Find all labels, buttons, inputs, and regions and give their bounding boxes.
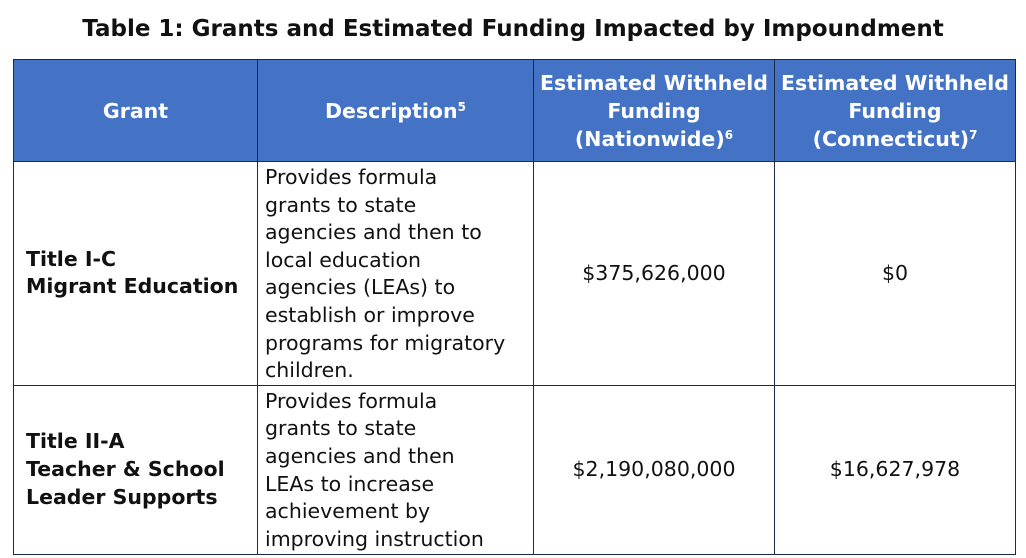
table-title: Table 1: Grants and Estimated Funding Impacted by Impoundment	[82, 16, 944, 42]
connecticut-amount: $16,627,978	[775, 385, 1016, 554]
description-line: local education	[265, 247, 422, 272]
grant-name-line: Teacher & School	[26, 456, 225, 481]
header-row	[14, 60, 1016, 162]
description-cell	[258, 162, 534, 386]
grants-table	[13, 59, 1016, 555]
header-connecticut-line2: Funding	[848, 98, 942, 123]
header-connecticut-line3: (Connecticut)	[812, 126, 970, 151]
description-line: LEAs to increase	[265, 471, 435, 496]
grant-cell	[14, 162, 258, 386]
nationwide-amount: $2,190,080,000	[534, 385, 775, 554]
table-row	[14, 162, 1016, 386]
description-line: agencies and then to	[265, 220, 482, 245]
header-description	[258, 60, 534, 162]
header-connecticut	[775, 60, 1016, 162]
table-row	[14, 385, 1016, 554]
description-line: Provides formula	[265, 165, 438, 189]
grant-cell	[14, 385, 258, 554]
description-line: establish or improve	[265, 302, 475, 327]
description-line: improving instruction	[265, 526, 484, 551]
description-cell	[258, 385, 534, 554]
grant-name-line: Title II-A	[26, 429, 125, 454]
header-connecticut-line1: Estimated Withheld	[781, 70, 1009, 95]
header-grant: Grant	[14, 60, 258, 162]
connecticut-amount: $0	[775, 162, 1016, 386]
description-line: programs for migratory	[265, 330, 506, 355]
footnote-ref-5: 5	[457, 99, 466, 114]
description-line: children.	[265, 358, 354, 383]
header-description-label: Description	[325, 98, 458, 123]
description-line: agencies and then	[265, 443, 455, 468]
header-nationwide-line1: Estimated Withheld	[540, 70, 768, 95]
description-line: achievement by	[265, 499, 431, 524]
header-nationwide	[534, 60, 775, 162]
footnote-ref-6: 6	[724, 127, 734, 142]
grant-name-line: Title I-C	[26, 246, 117, 271]
header-nationwide-line3: (Nationwide)	[574, 126, 725, 151]
grant-name-line: Leader Supports	[26, 484, 218, 509]
footnote-ref-7: 7	[969, 127, 978, 142]
description-line: grants to state	[265, 192, 417, 217]
description-line: agencies (LEAs) to	[265, 275, 456, 300]
description-line: Provides formula	[265, 388, 438, 413]
description-line: grants to state	[265, 416, 417, 441]
nationwide-amount: $375,626,000	[534, 162, 775, 386]
header-nationwide-line2: Funding	[607, 98, 701, 123]
grant-name-line: Migrant Education	[26, 274, 239, 299]
